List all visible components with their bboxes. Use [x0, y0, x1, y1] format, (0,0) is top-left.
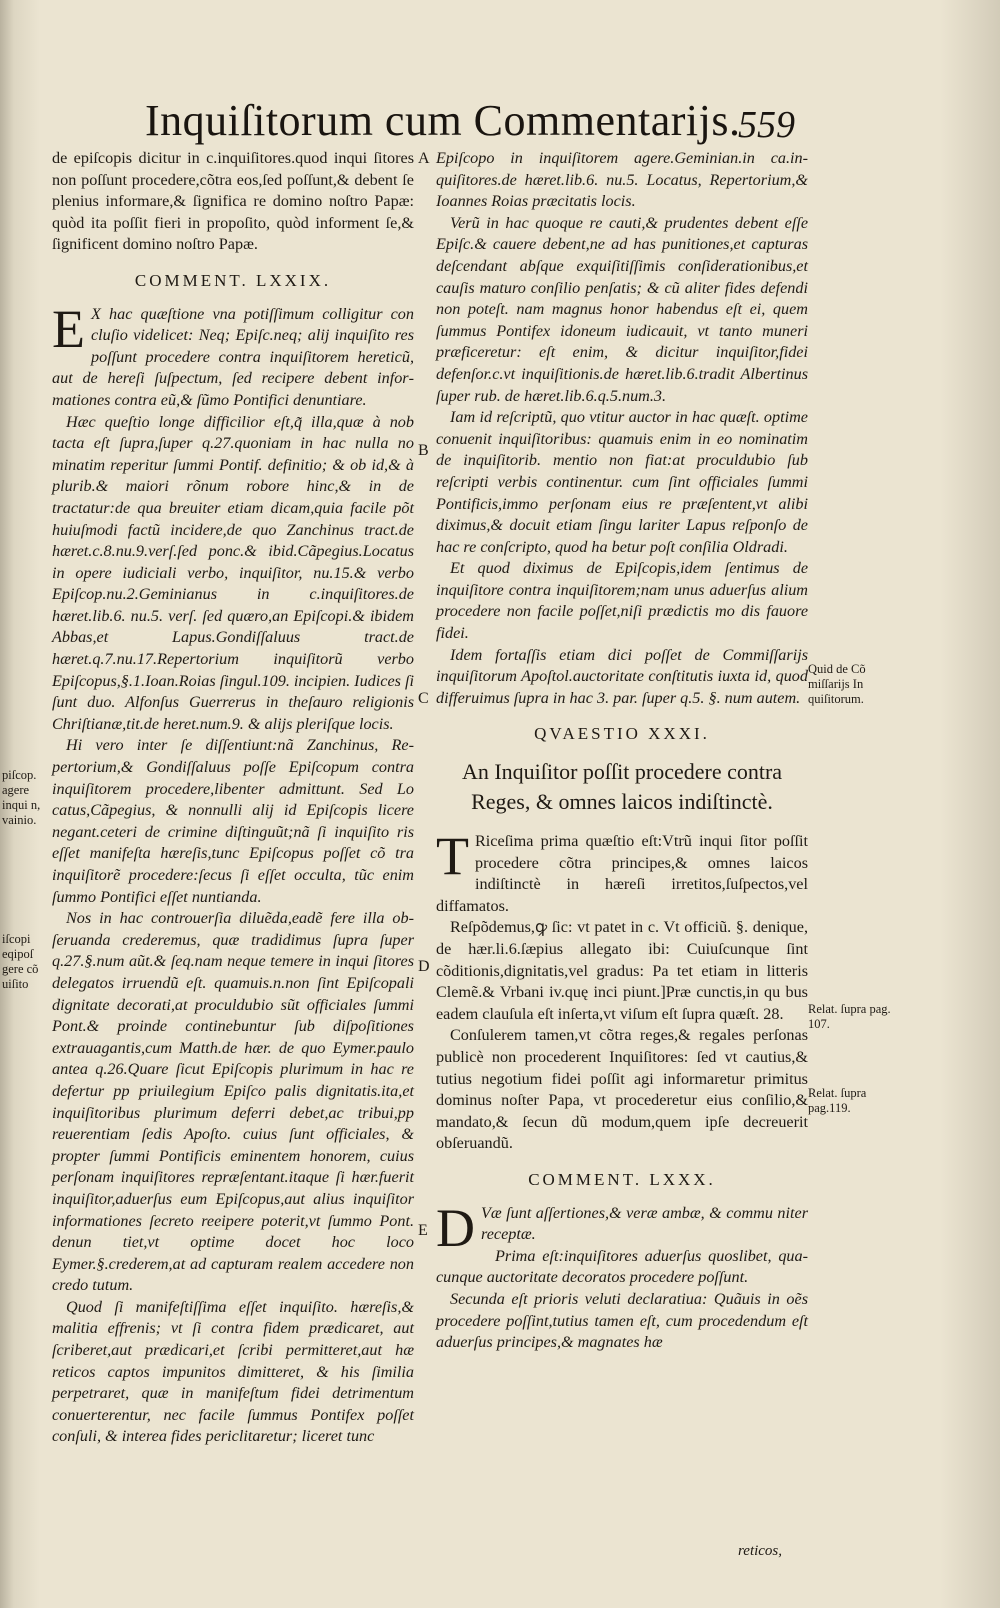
right-paragraph-11: Secunda eſt prioris veluti declaratiua: Quãuis in oẽs procedere poſſint,tutius tamen eſt, cum procedendum eſt aduerſus principes,& magnates hæ: [436, 1289, 808, 1352]
right-paragraph-9: Væ ſunt aſſertiones,& veræ ambæ, & commu niter receptæ.: [481, 1203, 808, 1244]
running-title: Inquiſitorum cum Commentarijs.: [145, 96, 741, 145]
right-paragraph-5: Idem fortaſſis etiam dici poſſet de Commiſſarijs inquiſitorum Apoſtol.auctoritate conſtitutis iuxta id, quod differuimus ſupra in hac 3. par. ſuper q.5. §. num autem.: [436, 645, 808, 707]
comment-79-heading: COMMENT. LXXIX.: [134, 270, 332, 290]
section-marker-c: C: [418, 690, 429, 707]
left-paragraph-1: de epiſcopis dicitur in c.inquiſitores.quod inqui ſitores non poſſunt procedere,cõtra eos,ſed poſſunt,& debent ſe plenius informare,& ſignifica re domino noſtro Papæ: quòd ita poſſit fieri in propoſito, quòd informent ſe,& ſignificent domino noſtro Papæ.: [52, 149, 414, 254]
margin-note-left-1: piſcop. agere inqui n, vainio.: [2, 768, 41, 827]
left-column: [52, 148, 414, 1448]
section-marker-a: A: [418, 150, 430, 167]
question-31-opening: [436, 826, 808, 917]
right-column: [436, 148, 808, 1354]
question-31-title: An Inquiſitor poſſit procedere contra Reges, & omnes laicos indiſtinctè.: [461, 759, 783, 815]
section-marker-d: D: [418, 958, 430, 975]
comment-79-opening: [52, 298, 414, 412]
margin-note-left-2: iſcopi eqipoſ gere cõ uiſito: [2, 932, 39, 991]
right-paragraph-2: Verũ in hac quoque re cauti,& prudentes debent eſſe Epiſc.& cauere debent,ne ad has punitiones,et capturas deſcendant abſque exquiſitiſſimis conſiderationibus,et cauſis maturo conſilio penſatis; & cũ aliter fides defendi non poteſt. nam magnus honor habendus eſt ei, quem ſummus Pontifex idoneum iudicauit, vt tanto muneri præficeretur: eſt enim, & dicitur inquiſitor,fidei defenſor.c.vt inquiſitionis.de hæret.lib.6.tradit Albertinus ſuper rub. de hæret.lib.6.q.5.num.3.: [436, 213, 808, 405]
right-paragraph-3: Iam id reſcriptũ, quo vtitur auctor in hac quæſt. optime conuenit inquiſitoribus: quamuis enim in eo nominatim de inquiſitorib. mentio non fiat:at proculdubio ſub reſcripti verbis continentur. cum ſint officiales ſummi Pontificis,immo perſonam eius re præſentent,vt alibi diximus,& docuit etiam ſingu lariter Lapus reſponſo de hac re conſcripto, quod ha betur poſt conſilia Oldradi.: [436, 408, 808, 556]
margin-note-right-3: Relat. ſupra pag.119.: [808, 1086, 867, 1115]
left-paragraph-3: Hæc queſtio longe difficilior eſt,q̃ illa,quæ à nob tacta eſt ſupra,ſuper q.27.quoniam in hac nulla no minatim reperitur ſummi Pontif. definitio; & ob id,& à plurib.& maiori rõnum robore hinc,& in de tractatur:de qua breuiter etiam dicam,quia facile põt huiuſmodi factũ incidere,de quo Zanchinus tract.de hæret.c.8.nu.9.verſ.ſed ponc.& ibid.Cãpegius.Locatus in opere iudiciali verbo, inquiſitor, nu.15.& verbo Epiſcop.nu.2.Geminianus in c.inquiſitores.de hæret.lib.6. nu.5. verſ. ſed quæro,an Epiſcopi.& ibidem Abbas,et Lapus.Gondiſſaluus tract.de hæret.q.7.nu.17.Repertorium inquiſitorũ verbo Epiſcopus,§.1.Ioan.Roias ſingul.109. incipien. Iudices ſi ſunt duo. Alfonſus Guerrerus in theſauro religionis Chriſtianæ,tit.de heret.num.9. & alijs pleriſque locis.: [52, 412, 414, 733]
left-paragraph-2: X hac quæſtione vna potiſſimum colligitur con cluſio videlicet: Neq; Epiſc.neq; alij inquiſito res poſſunt procedere contra inquiſitorem hereticũ, aut de hereſi ſuſpectum, ſed recipere debent informationes contra eũ,& ſũmo Pontifici denuntiare.: [52, 304, 414, 409]
drop-cap-e: E: [52, 298, 85, 359]
right-paragraph-7: Reſpõdemus,ꝙ ſic: vt patet in c. Vt officiũ. §. denique, de hær.li.6.ſæpius allegato ibi: Cuiuſcunque ſint cõditionis,dignitatis,vel gradus: Pa tet etiam in litteris Clemẽ.& Vrbani iv.quę inci piunt.]Præ cunctis,in qu bus eadem clauſula eſt inſerta,vt viſum eſt ſupra quæſt. 28.: [436, 918, 808, 1023]
question-31-heading: QVAESTIO XXXI.: [534, 724, 710, 744]
page-number: 559: [738, 104, 795, 146]
left-paragraph-6: Quod ſi manifeſtiſſima eſſet inquiſito. hæreſis,& malitia effrenis; vt ſi contra fidem prædicaret, aut ſcriberet,aut prædicari,et ſcribi permitteret,aut hæ reticos captos impunitos dimitteret, & his ſimilia perpetraret, quæ in manifeſtum fidei detrimentum conuerterentur, nec facile ſummus Pontifex poſſet conſuli, & interea fides periclitaretur; liceret tunc: [52, 1297, 414, 1446]
comment-80-opening: [436, 1197, 808, 1258]
section-marker-e: E: [418, 1222, 428, 1239]
drop-cap-d: D: [436, 1197, 475, 1258]
drop-cap-t: T: [436, 826, 469, 887]
right-paragraph-1: Epiſcopo in inquiſitorem agere.Geminian.in ca.inquiſitores.de hæret.lib.6. nu.5. Locatus, Repertorium,& Ioannes Roias præcitatis locis.: [436, 149, 808, 211]
left-paragraph-5: Nos in hac controuerſia diluẽda,eadẽ fere illa obſeruanda crederemus, quæ tradidimus ſupra ſuper q.27.§.num aũt.& ſeq.nam neque temere in inqui ſitores delegatos irruendũ eſt. quamuis.n.non ſint Epiſcopali dignitate decorati,at proculdubio sũt officiales ſummi Pont.& proinde continebuntur ſub diſpoſitiones extrauagantis,cum Matth.de hær. de quo Eymer.paulo antea q.26.Quare ſicut Epiſcopis plurimum in hac re defertur pp priuilegium Epiſco palis dignitatis.ita,et inquiſitoribus plurimum deferri debet,ac tribui,pp reuerentiam ſedis Apoſto. cuius ſunt officiales, & propter ſummi Pontificis eminentem honorem, cuius perſonam inquiſitores repræſentant.itaque ſi hær.fuerit inquiſitor,aduerſus eum Epiſcopus,aut alius inquiſitor informationes ſecreto reeipere poterit,vt ſummo Pont. denun tiet,vt optime docet hoc loco Eymer.§.crederem,at ad capturam realem accedere non credo tutum.: [52, 909, 414, 1295]
right-paragraph-10: Prima eſt:inquiſitores aduerſus quoslibet, quacunque auctoritate decoratos procedere poſſunt.: [436, 1246, 808, 1287]
section-marker-b: B: [418, 442, 429, 459]
running-head: [145, 95, 805, 145]
margin-note-right-2: Relat. ſupra pag. 107.: [808, 1002, 891, 1031]
right-paragraph-8: Conſulerem tamen,vt cõtra reges,& regales perſonas publicè non procederent Inquiſitores: ſed vt cautius,& tutius negotium fidei poſſit agi informaretur primitus dominus noſter Papa, vt procederetur eius conſilio,& mandato,& ſecun dũ modum,quem ipſe decreuerit obſeruandũ.: [436, 1026, 808, 1153]
comment-80-heading: COMMENT. LXXX.: [528, 1169, 716, 1189]
margin-note-right-1: Quid de Cõ miſſarijs In quiſitorum.: [808, 662, 866, 706]
right-paragraph-4: Et quod diximus de Epiſcopis,idem ſentimus de inquiſitore contra inquiſitorem;nam unus aduerſus alium procedere non facile poſſet,niſi prædictis mo dis fauore fidei.: [436, 559, 808, 643]
left-paragraph-4: Hi vero inter ſe diſſentiunt:nã Zanchinus, Repertorium,& Gondiſſaluus poſſe Epiſcopum contra inquiſitorem procedere,libenter admittunt. Sed Lo catus,Cãpegius, & nonnulli alij id Epiſcopis licere negant.ceteri de crimine diſtinguũt;nã ſi inquiſito ris eſſet manifeſta hæreſis,tunc Epiſcopus poſſet cõ tra inquiſitorẽ procedere:ſecus ſi eſſet occulta, tũc enim ſummo Pontifici eſſet nuntianda.: [52, 736, 414, 906]
catchword: reticos,: [738, 1543, 783, 1559]
right-paragraph-6: Riceſima prima quæſtio eſt:Vtrũ inqui ſitor poſſit procedere cõtra principes,& omnes laicos indiſtinctè in hæreſi irretitos,ſuſpectos,vel diffamatos.: [436, 832, 808, 915]
